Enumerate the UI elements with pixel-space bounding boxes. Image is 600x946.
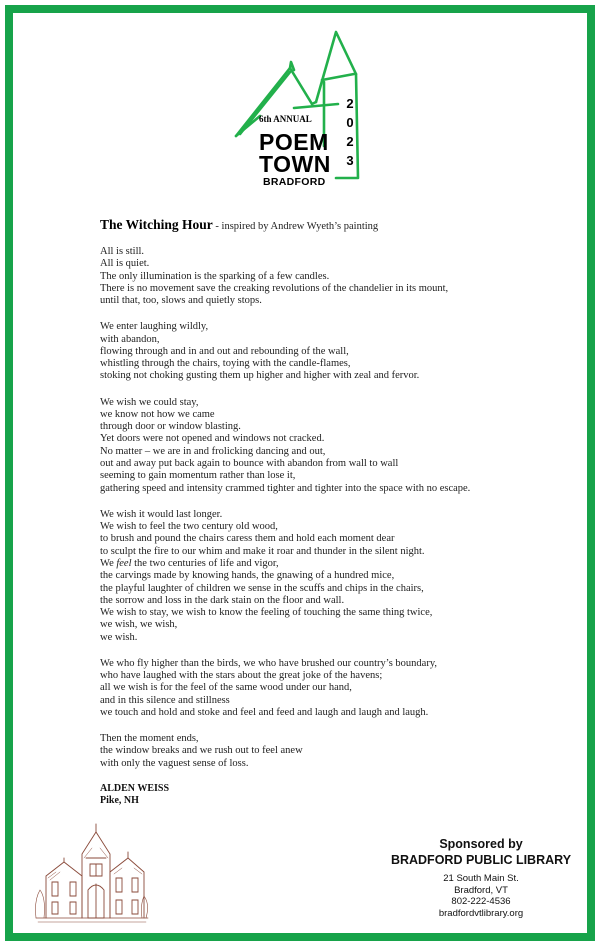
- poem-line: the window breaks and we rush out to feel anew: [100, 745, 303, 757]
- sponsor-phone: 802-222-4536: [451, 896, 511, 907]
- poem-stanza: [100, 658, 540, 719]
- poem-line: No matter – we are in and frolicking dancing and out,: [100, 445, 326, 457]
- poem-line: flowing through and in and out and rebounding of the wall,: [100, 345, 349, 357]
- poem-block: [100, 216, 540, 808]
- poem-line: All is still.: [100, 246, 145, 257]
- poem-line: we touch and hold and stoke and feel and feed and laugh and laugh and laugh.: [100, 706, 429, 718]
- sponsor-city: Bradford, VT: [454, 884, 508, 896]
- poem-line: the carvings made by knowing hands, the gnawing of a hundred mice,: [100, 570, 395, 582]
- poem-line: to sculpt the fire to our whim and make it roar and thunder in the silent night.: [100, 545, 425, 557]
- poem-line: We wish it would last longer.: [100, 508, 223, 520]
- author-name: ALDEN WEISS: [100, 782, 170, 794]
- poem-stanza: [100, 509, 540, 644]
- poem-title: The Witching Hour: [100, 217, 213, 232]
- sponsor-website[interactable]: bradfordvtlibrary.org: [438, 907, 524, 919]
- poem-stanza: [100, 733, 540, 770]
- logo-town-word: TOWN: [259, 151, 331, 177]
- poem-line: we wish, we wish,: [100, 619, 178, 631]
- poem-line: the playful laughter of children we sense in the scuffs and chips in the chairs,: [100, 582, 424, 594]
- poem-line: We wish to feel the two century old wood,: [100, 521, 278, 533]
- poem-line: We who fly higher than the birds, we who have brushed our country’s boundary,: [100, 657, 438, 669]
- logo-annual-label: 6th ANNUAL: [259, 114, 312, 124]
- poem-line: We wish to stay, we wish to know the feeling of touching the same thing twice,: [100, 607, 433, 619]
- poem-stanzas: [100, 246, 540, 770]
- logo-place-name: BRADFORD: [263, 176, 326, 188]
- sponsor-library-name: BRADFORD PUBLIC LIBRARY: [390, 853, 572, 867]
- poem-line: until that, too, slows and quietly stops.: [100, 295, 262, 307]
- poem-line: and in this silence and stillness: [100, 694, 230, 706]
- sponsor-block: [386, 836, 576, 919]
- poem-line: We enter laughing wildly,: [100, 321, 209, 333]
- poem-line: We feel the two centuries of life and vigor,: [100, 557, 279, 569]
- poem-line: Yet doors were not opened and windows not cracked.: [100, 433, 325, 445]
- poem-stanza: [100, 321, 540, 382]
- poem-line: all we wish is for the feel of the same wood under our hand,: [100, 682, 352, 694]
- author-location: Pike, NH: [100, 795, 139, 807]
- poem-title-line: [100, 216, 540, 236]
- poem-stanza: [100, 246, 540, 307]
- poem-line: through door or window blasting.: [100, 421, 241, 433]
- library-building-sketch-icon: [34, 818, 150, 926]
- poem-line: with only the vaguest sense of loss.: [100, 757, 249, 769]
- poem-line: All is quiet.: [100, 258, 150, 270]
- poem-line: whistling through the chairs, toying with the candle-flames,: [100, 358, 351, 370]
- poem-line: with abandon,: [100, 333, 160, 345]
- poem-line: the sorrow and loss in the dark stain on the floor and wall.: [100, 594, 345, 606]
- poem-line: we wish.: [100, 631, 138, 643]
- sponsor-label: Sponsored by: [439, 837, 523, 851]
- poem-line: stoking not choking gusting them up higher and higher with zeal and fervor.: [100, 370, 420, 382]
- poem-line: gathering speed and intensity crammed tighter and tighter into the space with no escape.: [100, 482, 471, 494]
- year-digit: 0: [346, 115, 354, 130]
- poem-stanza: [100, 397, 540, 495]
- poem-line: The only illumination is the sparking of a few candles.: [100, 270, 330, 282]
- poem-line: We wish we could stay,: [100, 396, 199, 408]
- year-digit: 3: [346, 153, 354, 168]
- poem-line: who have laughed with the stars about the great joke of the havens;: [100, 670, 383, 682]
- poem-line: Then the moment ends,: [100, 733, 199, 745]
- logo-year: [343, 94, 357, 170]
- year-digit: 2: [346, 96, 354, 111]
- poem-line: to brush and pound the chairs caress them and hold each moment dear: [100, 533, 395, 545]
- sponsor-street: 21 South Main St.: [443, 873, 519, 884]
- poem-line: out and away put back again to bounce with abandon from wall to wall: [100, 458, 399, 470]
- logo-poem-word: POEM: [259, 129, 329, 155]
- poem-line: seeming to gain momentum rather than lose it,: [100, 470, 296, 482]
- poem-line: we know not how we came: [100, 408, 215, 420]
- poem-subtitle: - inspired by Andrew Wyeth’s painting: [212, 221, 379, 232]
- author-credit: [100, 783, 540, 808]
- year-digit: 2: [346, 134, 354, 149]
- poem-line: There is no movement save the creaking revolutions of the chandelier in its mount,: [100, 282, 449, 294]
- poem-town-logo: [232, 28, 362, 200]
